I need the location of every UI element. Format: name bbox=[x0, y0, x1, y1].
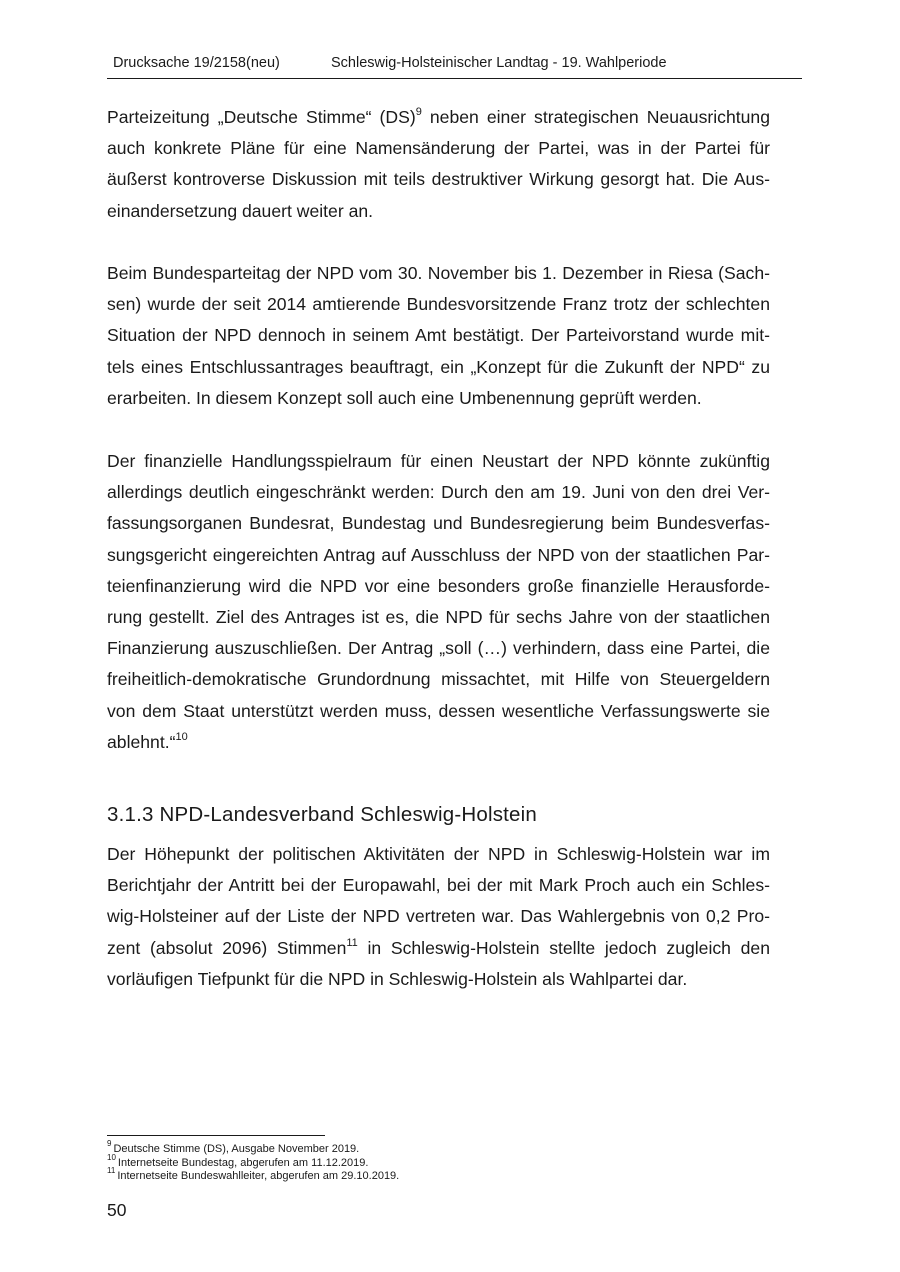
page-number: 50 bbox=[107, 1200, 127, 1220]
text-line: tels eines Entschlussantrages beauftragt, ein „Konzept für die Zukunft der NPD“ zu bbox=[107, 356, 770, 377]
text-line: allerdings deutlich eingeschränkt werden: Durch den am 19. Juni von den drei Ver- bbox=[107, 482, 770, 503]
text-line: wig-Holsteiner auf der Liste der NPD vertreten war. Das Wahlergebnis von 0,2 Pro- bbox=[107, 906, 770, 927]
text-line: rung gestellt. Ziel des Antrages ist es, die NPD für sechs Jahre von der staatlichen bbox=[107, 607, 770, 628]
text-line: erarbeiten. In diesem Konzept soll auch eine Umbenennung geprüft werden. bbox=[107, 387, 702, 408]
text-line: zent (absolut 2096) Stimmen$^{11}$ in Schleswig-Holstein stellte jedoch zugleich den bbox=[107, 936, 770, 958]
footnotes bbox=[107, 1139, 400, 1184]
section-heading: 3.1.3 NPD-Landesverband Schleswig-Holstein bbox=[107, 803, 538, 826]
header-title: Schleswig-Holsteinischer Landtag - 19. Wahlperiode bbox=[331, 55, 667, 71]
document-reference: Drucksache 19/2158(neu) bbox=[113, 55, 280, 71]
text-line: ablehnt.“$^{10}$ bbox=[107, 730, 188, 752]
text-line: teienfinanzierung wird die NPD vor eine besonders große finanzielle Herausforde- bbox=[107, 575, 770, 596]
text-line: von dem Staat unterstützt werden muss, dessen wesentliche Verfassungswerte sie bbox=[107, 700, 770, 721]
text-line: fassungsorganen Bundesrat, Bundestag und Bundesregierung beim Bundesverfas- bbox=[107, 513, 770, 534]
text-line: sungsgericht eingereichten Antrag auf Ausschluss der NPD von der staatlichen Par- bbox=[107, 544, 770, 565]
text-line: Berichtjahr der Antritt bei der Europawahl, bei der mit Mark Proch auch ein Schles- bbox=[107, 875, 770, 896]
text-line: Situation der NPD dennoch in seinem Amt bestätigt. Der Parteivorstand wurde mit- bbox=[107, 325, 770, 346]
footnote-ref-9: 9 bbox=[415, 106, 422, 119]
paragraph-3 bbox=[107, 446, 770, 758]
text-line: Parteizeitung „Deutsche Stimme“ (DS)$^9$ neben einer strategischen Neuausrichtung bbox=[107, 106, 770, 127]
text-line: Der finanzielle Handlungsspielraum für einen Neustart der NPD könnte zukünftig bbox=[107, 451, 770, 471]
footnote-11: $^{11}$ Internetseite Bundeswahlleiter, abgerufen am 29.10.2019. bbox=[107, 1166, 400, 1182]
text-line: auch konkrete Pläne für eine Namensänderung der Partei, was in der Partei für bbox=[107, 138, 770, 159]
text-line: Der Höhepunkt der politischen Aktivitäten der NPD in Schleswig-Holstein war im bbox=[107, 844, 770, 864]
text-line: einandersetzung dauert weiter an. bbox=[107, 200, 374, 221]
page-header bbox=[107, 50, 802, 79]
text-line: freiheitlich-demokratische Grundordnung missachtet, mit Hilfe von Steuergeldern bbox=[107, 669, 770, 690]
paragraph-4 bbox=[107, 839, 770, 995]
footnote-separator bbox=[107, 1135, 325, 1136]
text-line: Finanzierung auszuschließen. Der Antrag „soll (…) verhindern, dass eine Partei, die bbox=[107, 638, 770, 659]
text-line: Beim Bundesparteitag der NPD vom 30. November bis 1. Dezember in Riesa (Sach- bbox=[107, 263, 770, 283]
text-line: sen) wurde der seit 2014 amtierende Bundesvorsitzende Franz trotz der schlechten bbox=[107, 294, 770, 315]
footnote-9: $^9$ Deutsche Stimme (DS), Ausgabe November 2019. bbox=[107, 1139, 360, 1155]
paragraph-1 bbox=[107, 102, 770, 227]
footnote-10: $^{10}$ Internetseite Bundestag, abgerufen am 11.12.2019. bbox=[107, 1152, 369, 1169]
footnote-ref-11: 11 bbox=[346, 936, 358, 949]
text-line: vorläufigen Tiefpunkt für die NPD in Schleswig-Holstein als Wahlpartei dar. bbox=[107, 968, 688, 989]
paragraph-2 bbox=[107, 258, 770, 414]
footnote-ref-10: 10 bbox=[175, 730, 188, 743]
text-line: äußerst kontroverse Diskussion mit teils destruktiver Wirkung gesorgt hat. Die Aus- bbox=[107, 169, 770, 190]
